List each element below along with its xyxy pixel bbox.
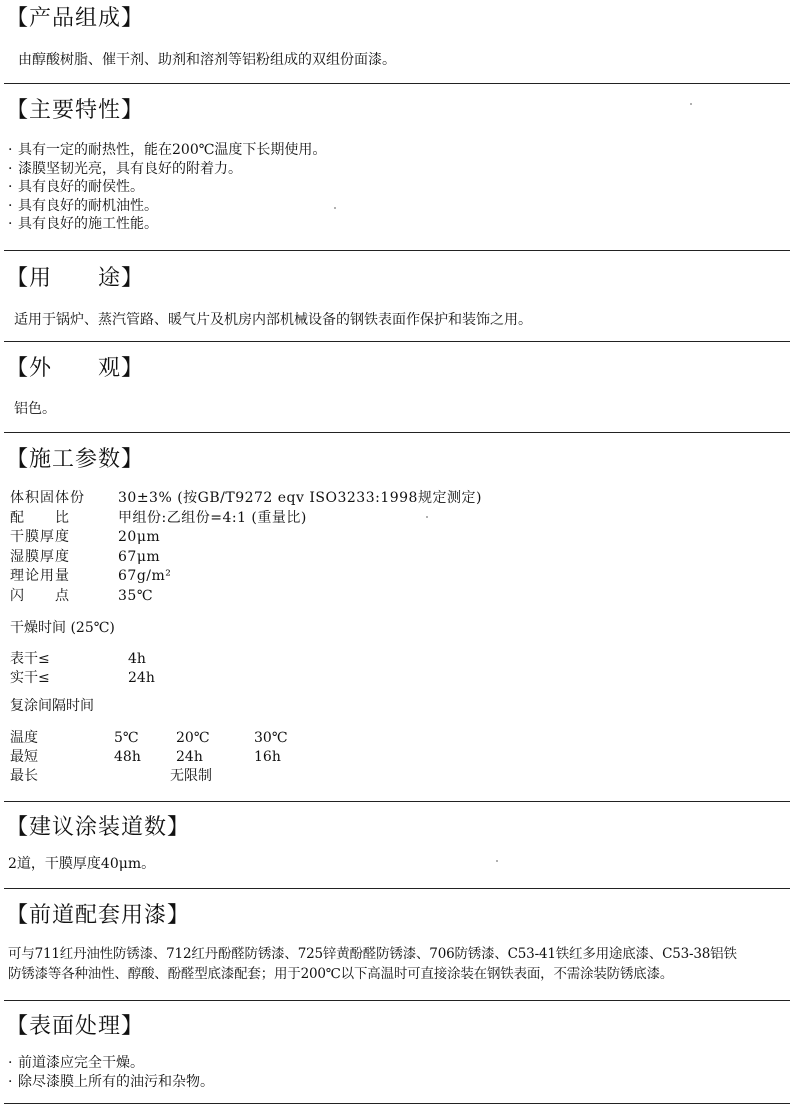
parameters-table: [10, 489, 482, 606]
scan-speck: [426, 516, 428, 518]
heading-features: 【主要特性】: [6, 98, 145, 123]
list-item: · 具有良好的耐侯性。: [8, 179, 144, 195]
appearance-text: 铝色。: [14, 401, 56, 417]
list-item: · 具有良好的施工性能。: [8, 216, 158, 232]
section-divider: [4, 1000, 790, 1001]
list-item: · 漆膜坚韧光亮，具有良好的附着力。: [8, 160, 242, 177]
primer-text-line-1: 可与711红丹油性防锈漆、712红丹酚醛防锈漆、725锌黄酚醛防锈漆、706防锈漆、C53-41铁红多用途底漆、C53-38铝铁: [8, 946, 737, 962]
bullet-icon: ·: [8, 197, 13, 214]
section-divider: [4, 250, 790, 251]
section-divider: [4, 801, 790, 802]
recoat-interval-label: 复涂间隔时间: [10, 698, 94, 714]
bullet-icon: ·: [8, 179, 13, 195]
bullet-icon: ·: [8, 160, 13, 177]
scan-speck: [496, 860, 498, 862]
heading-composition: 【产品组成】: [6, 6, 145, 31]
section-divider: [4, 432, 790, 433]
drying-time-label: 干燥时间 (25℃): [10, 620, 115, 636]
section-divider: [4, 83, 790, 84]
table-row: 湿膜厚度 67μm: [10, 548, 161, 565]
bullet-icon: ·: [8, 142, 13, 158]
primer-text-line-2: 防锈漆等各种油性、醇酸、酚醛型底漆配套；用于200℃以下高温时可直接涂装在钢铁表面，不需涂装防锈底漆。: [8, 966, 674, 982]
list-item: · 除尽漆膜上所有的油污和杂物。: [8, 1073, 214, 1090]
list-item: · 具有一定的耐热性，能在200℃温度下长期使用。: [8, 142, 327, 158]
heading-primer: 【前道配套用漆】: [6, 903, 191, 928]
table-row: 配 比 甲组份:乙组份=4:1 (重量比): [10, 509, 307, 526]
heading-coats: 【建议涂装道数】: [6, 815, 191, 840]
document-page: 【产品组成】 由醇酸树脂、催干剂、助剂和溶剂等铝粉组成的双组份面漆。 【主要特性】 · 具有一定的耐热性，能在200℃温度下长期使用。 · 漆膜坚韧光亮，具有良好的附着力。 · 具有良好的耐侯性。 · 具有良好的耐机油性。 · 具有良好的施工性能。 【用 途】 适用于锅炉、蒸汽管路、暖气片及机房内部机械设备的钢铁表面作保护和装饰之用。 【外 观】 铝色。 【施工参数】 体积固体份 30±3% (按GB/T9272 eqv ISO3233:1998规定测定) 配 比 甲组份:乙组份=4:1 (重量比) 干膜厚度 20μm 湿膜厚度 67μm 理论用量 67g/m² 闪 点 35℃ 干燥时间 (25℃) 表干≤ 4h 实干≤ 24h 复涂间隔时间 温度 5℃ 20℃ 30℃ 最短 48h 24h 16h 最长 无限制 【建议涂装道数】 2道，干膜厚度40μm。 【前道配套用漆】 可与711红丹油性防锈漆、712红丹酚醛防锈漆、725锌黄酚醛防锈漆、706防锈漆、C53-41铁红多用途底漆、C53-38铝铁 防锈漆等各种油性、醇酸、酚醛型底漆配套；用于200℃以下高温时可直接涂装在钢铁表面，不需涂装防锈底漆。 【表面处理】 · 前道漆应完全干燥。 · 除尽漆膜上所有的油污和杂物。: [0, 0, 800, 1118]
section-divider: [4, 1103, 790, 1104]
composition-text: 由醇酸树脂、催干剂、助剂和溶剂等铝粉组成的双组份面漆。: [18, 52, 396, 68]
list-item: · 前道漆应完全干燥。: [8, 1055, 144, 1071]
scan-speck: [690, 103, 692, 105]
heading-parameters: 【施工参数】: [6, 447, 145, 472]
table-row: 闪 点 35℃: [10, 587, 153, 604]
bullet-icon: ·: [8, 1055, 13, 1071]
table-row: 干膜厚度 20μm: [10, 529, 161, 545]
section-divider: [4, 888, 790, 889]
heading-surface: 【表面处理】: [6, 1014, 145, 1039]
table-row: 理论用量 67g/m²: [10, 568, 172, 584]
surface-list: [8, 1054, 214, 1091]
bullet-icon: ·: [8, 1073, 13, 1090]
features-list: [8, 141, 326, 234]
coats-text: 2道，干膜厚度40μm。: [8, 856, 156, 872]
usage-text: 适用于锅炉、蒸汽管路、暖气片及机房内部机械设备的钢铁表面作保护和装饰之用。: [14, 312, 532, 328]
scan-speck: [334, 207, 336, 209]
heading-appearance: 【外 观】: [6, 356, 145, 381]
list-item: · 具有良好的耐机油性。: [8, 197, 158, 214]
table-row: 体积固体份 30±3% (按GB/T9272 eqv ISO3233:1998规定测定): [10, 490, 482, 506]
section-divider: [4, 341, 790, 342]
heading-usage: 【用 途】: [6, 266, 145, 291]
bullet-icon: ·: [8, 216, 13, 232]
